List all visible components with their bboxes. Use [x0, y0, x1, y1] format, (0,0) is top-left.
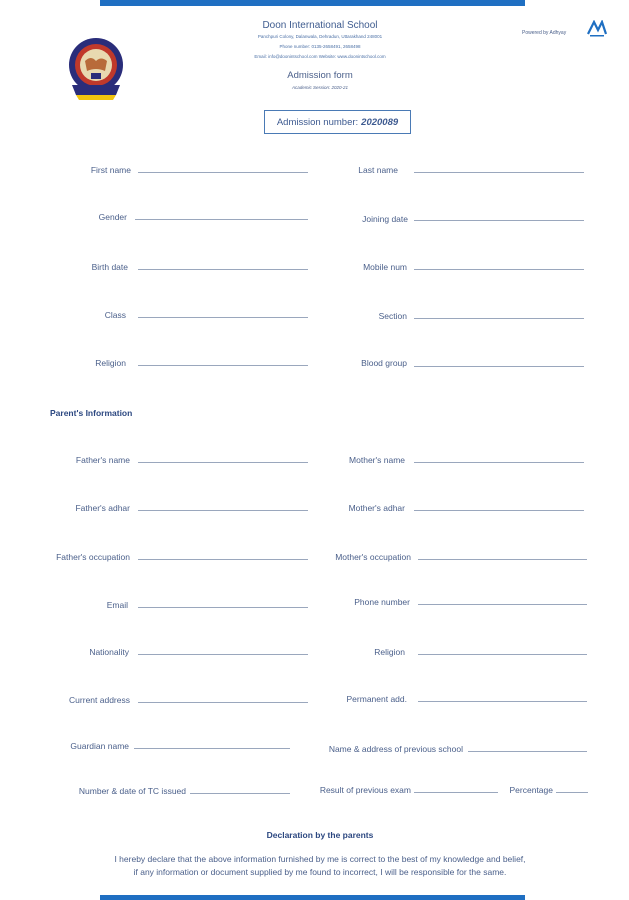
class-label: Class — [104, 310, 126, 320]
email-label: Email — [106, 600, 128, 610]
permanent-address-field[interactable] — [418, 701, 587, 702]
joining-date-field[interactable] — [414, 220, 584, 221]
percentage-field[interactable] — [556, 792, 588, 793]
bottom-accent-bar — [100, 895, 525, 900]
email-field[interactable] — [138, 607, 308, 608]
parent-religion-label: Religion — [374, 647, 405, 657]
fathers-adhar-label: Father's adhar — [75, 503, 130, 513]
nationality-label: Nationality — [89, 647, 129, 657]
nationality-field[interactable] — [138, 654, 308, 655]
birth-date-field[interactable] — [138, 269, 308, 270]
first-name-field[interactable] — [138, 172, 308, 173]
declaration-title: Declaration by the parents — [266, 830, 374, 840]
admission-number-box — [264, 110, 411, 134]
declaration-line-1: I hereby declare that the above information furnished by me is correct to the best of my knowledge and belief, — [114, 854, 526, 864]
powered-by-text: Powered by Adhyay — [522, 30, 567, 36]
phone-number-field[interactable] — [418, 604, 587, 605]
previous-exam-result-label: Result of previous exam — [319, 785, 411, 795]
permanent-address-label: Permanent add. — [346, 694, 407, 704]
mobile-num-field[interactable] — [414, 269, 584, 270]
guardian-name-field[interactable] — [134, 748, 290, 749]
fathers-occupation-label: Father's occupation — [56, 552, 130, 562]
blood-group-field[interactable] — [414, 366, 584, 367]
mothers-adhar-field[interactable] — [414, 510, 584, 511]
parent-religion-field[interactable] — [418, 654, 587, 655]
mothers-occupation-field[interactable] — [418, 559, 587, 560]
admission-number-label: Admission number: — [276, 116, 359, 128]
religion-field[interactable] — [138, 365, 308, 366]
mothers-adhar-label: Mother's adhar — [348, 503, 405, 513]
school-name: Doon International School — [262, 20, 378, 31]
previous-school-field[interactable] — [468, 751, 587, 752]
adhyay-logo-icon — [586, 20, 608, 38]
form-title: Admission form — [287, 70, 353, 81]
fathers-name-field[interactable] — [138, 462, 308, 463]
school-crest-logo — [66, 37, 126, 103]
admission-number-value: 2020089 — [361, 116, 399, 128]
tc-issued-label: Number & date of TC issued — [78, 786, 186, 796]
school-contact: Email: info@doonintschool.com Website: www.doonintschool.com — [254, 54, 386, 59]
joining-date-label: Joining date — [362, 214, 408, 224]
fathers-adhar-field[interactable] — [138, 510, 308, 511]
parents-info-heading: Parent's Information — [50, 408, 133, 418]
previous-school-label: Name & address of previous school — [328, 744, 463, 754]
gender-label: Gender — [98, 212, 127, 222]
percentage-label: Percentage — [509, 785, 553, 795]
mobile-num-label: Mobile num — [363, 262, 407, 272]
academic-session: Academic Session: 2020-21 — [291, 85, 349, 90]
blood-group-label: Blood group — [361, 358, 407, 368]
school-phone: Phone number: 0135-2658491, 2658498 — [279, 44, 361, 49]
last-name-field[interactable] — [414, 172, 584, 173]
fathers-name-label: Father's name — [75, 455, 130, 465]
gender-field[interactable] — [135, 219, 308, 220]
last-name-label: Last name — [358, 165, 398, 175]
class-field[interactable] — [138, 317, 308, 318]
current-address-field[interactable] — [138, 702, 308, 703]
birth-date-label: Birth date — [91, 262, 128, 272]
previous-exam-result-field[interactable] — [414, 792, 498, 793]
mothers-name-label: Mother's name — [349, 455, 405, 465]
mothers-occupation-label: Mother's occupation — [335, 552, 411, 562]
school-address: Panchpuri Colony, Dalanwala, Dehradun, Uttarakhand 248001 — [257, 34, 383, 39]
fathers-occupation-field[interactable] — [138, 559, 308, 560]
declaration-line-2: if any information or document supplied by me found to incorrect, I will be responsible for the same. — [133, 867, 507, 877]
guardian-name-label: Guardian name — [70, 741, 129, 751]
section-field[interactable] — [414, 318, 584, 319]
current-address-label: Current address — [69, 695, 130, 705]
tc-issued-field[interactable] — [190, 793, 290, 794]
phone-number-label: Phone number — [354, 597, 410, 607]
first-name-label: First name — [90, 165, 131, 175]
top-accent-bar — [100, 0, 525, 6]
section-label: Section — [378, 311, 407, 321]
religion-label: Religion — [95, 358, 126, 368]
mothers-name-field[interactable] — [414, 462, 584, 463]
